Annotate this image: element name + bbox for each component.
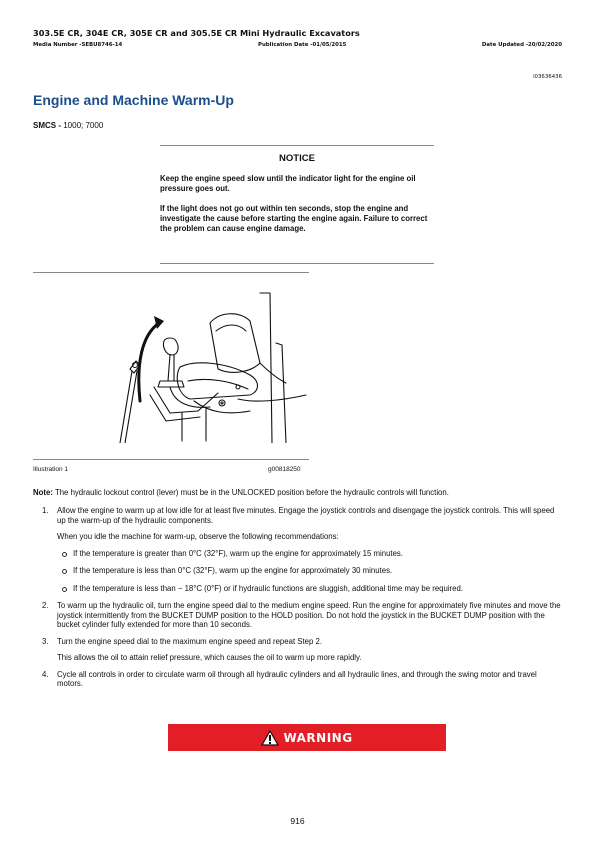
- step-text: To warm up the hydraulic oil, turn the engine speed dial to the medium engine speed. Run the engine for approximately five minutes and move the joystick intermittently from the BUCKET DUMP position to the HOLD position. Do not hold the joystick in the BUCKET DUMP position with the bucket cylinder fully extended for more than 10 seconds.: [57, 601, 561, 629]
- notice-paragraph: If the light does not go out within ten seconds, stop the engine and investigate the cause before starting the engine again. Failure to correct the problem can cause engine damage.: [160, 204, 428, 233]
- step-item: [33, 506, 563, 593]
- step-text: Cycle all controls in order to circulate warm oil through all hydraulic cylinders and all hydraulic lines, and through the swing motor and travel motors.: [57, 669, 537, 688]
- date-updated: Date Updated -20/02/2020: [481, 42, 562, 48]
- step-item: [33, 670, 563, 689]
- procedure-steps: [33, 506, 563, 696]
- recommendation-list: [57, 549, 563, 594]
- smcs-value: 1000; 7000: [61, 121, 104, 130]
- page-number: 916: [290, 816, 305, 826]
- notice-paragraph: Keep the engine speed slow until the indicator light for the engine oil pressure goes out.: [160, 174, 416, 193]
- document-header-title: 303.5E CR, 304E CR, 305E CR and 305.5E CR Mini Hydraulic Excavators: [33, 28, 360, 38]
- notice-box: [160, 145, 434, 264]
- step-subtext: When you idle the machine for warm-up, observe the following recommendations:: [57, 532, 339, 541]
- document-id: i03636436: [533, 74, 562, 80]
- joystick-control-illustration: [110, 283, 310, 443]
- media-number: Media Number -SEBU8746-14: [33, 42, 123, 48]
- list-item: If the temperature is less than 0°C (32°F), warm up the engine for approximately 30 minutes.: [57, 566, 563, 576]
- smcs-label: SMCS -: [33, 121, 61, 130]
- publication-date: Publication Date -01/05/2015: [258, 42, 347, 48]
- smcs-codes: [33, 121, 103, 130]
- illustration-label: Illustration 1: [33, 466, 69, 473]
- note-text: The hydraulic lockout control (lever) must be in the UNLOCKED position before the hydraulic controls will function.: [52, 488, 449, 497]
- step-text: Turn the engine speed dial to the maximum engine speed and repeat Step 2.: [57, 636, 322, 646]
- step-number: 2.: [42, 601, 49, 610]
- warning-banner: [168, 724, 446, 751]
- warning-triangle-icon: [261, 730, 279, 746]
- step-number: 3.: [42, 636, 49, 646]
- list-item: If the temperature is less than − 18°C (0°F) or if hydraulic functions are sluggish, additional time may be required.: [57, 584, 563, 594]
- step-number: 1.: [42, 506, 49, 515]
- page-title: Engine and Machine Warm-Up: [33, 92, 234, 108]
- note-label: Note:: [33, 488, 53, 497]
- illustration-top-rule: [33, 272, 309, 273]
- illustration-code: g00818250: [268, 466, 301, 473]
- notice-title: NOTICE: [279, 153, 315, 164]
- warning-label: WARNING: [283, 730, 353, 745]
- step-item: [33, 637, 563, 663]
- step-text: Allow the engine to warm up at low idle for at least five minutes. Engage the joystick controls and disengage the joystick controls. This will speed up the warm-up of the hydraulic components.: [57, 506, 555, 525]
- step-item: [33, 601, 563, 630]
- illustration-bottom-rule: [33, 459, 309, 460]
- list-item: If the temperature is greater than 0°C (32°F), warm up the engine for approximately 15 minutes.: [57, 549, 563, 559]
- step-number: 4.: [42, 669, 49, 679]
- note-paragraph: [33, 488, 563, 497]
- step-subtext: This allows the oil to attain relief pressure, which causes the oil to warm up more rapidly.: [57, 653, 362, 662]
